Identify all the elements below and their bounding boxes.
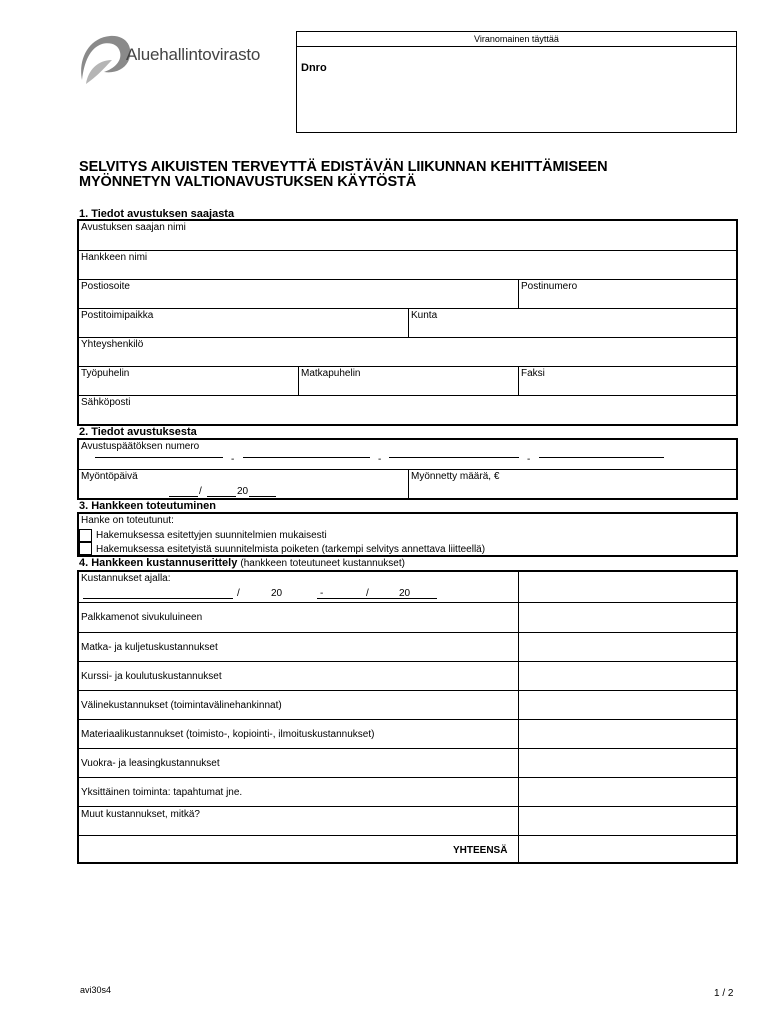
cost-period-row: [79, 572, 736, 603]
cost-item-label: Palkkamenot sivukuluineen: [81, 612, 203, 623]
address-field[interactable]: [79, 280, 518, 308]
decision-dash-1: -: [231, 454, 235, 465]
section3-table: [77, 512, 738, 557]
cost-period-underline-2: [317, 598, 437, 599]
grant-date-label: Myöntöpäivä: [81, 471, 138, 482]
grant-row: [79, 470, 736, 498]
municipality-label: Kunta: [411, 310, 438, 321]
period-start-year-prefix: 20: [271, 588, 283, 599]
decision-number-part3[interactable]: [389, 457, 519, 458]
form-title-line2: MYÖNNETYN VALTIONAVUSTUKSEN KÄYTÖSTÄ: [79, 174, 417, 190]
dnro-label: Dnro: [301, 62, 327, 74]
grant-year-prefix: 20: [237, 486, 249, 497]
option1-checkbox[interactable]: [79, 529, 92, 542]
cost-item-label: Kurssi- ja koulutuskustannukset: [81, 671, 222, 682]
cost-table: [77, 570, 738, 864]
cost-item-label: Muut kustannukset, mitkä?: [81, 809, 200, 820]
amount-column-divider: [518, 572, 519, 862]
decision-number-part2[interactable]: [243, 457, 370, 458]
municipality-field[interactable]: [408, 309, 736, 337]
section4-heading-note: (hankkeen toteutuneet kustannukset): [240, 558, 405, 569]
cost-item-label: Matka- ja kuljetuskustannukset: [81, 642, 218, 653]
period-end-sep: /: [366, 588, 369, 599]
granted-amount-field[interactable]: [408, 470, 736, 498]
cost-row[interactable]: [79, 691, 736, 720]
fax-field[interactable]: [518, 367, 736, 395]
decision-dash-3: -: [527, 454, 531, 465]
post-office-label: Postitoimipaikka: [81, 310, 154, 321]
option2-label: Hakemuksessa esitetyistä suunnitelmista poiketen (tarkempi selvitys annettava liitteellä): [96, 544, 486, 555]
granted-amount-label: Myönnetty määrä, €: [411, 471, 500, 482]
fax-label: Faksi: [521, 368, 545, 379]
mobile-phone-field[interactable]: [298, 367, 518, 395]
grant-date-year[interactable]: [249, 496, 276, 497]
office-use-label: Viranomainen täyttää: [297, 32, 736, 47]
project-name-field[interactable]: [79, 251, 736, 280]
agency-name: Aluehallintovirasto: [126, 45, 261, 64]
cost-row[interactable]: [79, 720, 736, 749]
address-label: Postiosoite: [81, 281, 130, 292]
cost-row[interactable]: [79, 749, 736, 778]
option2-checkbox[interactable]: [79, 542, 92, 555]
section1-heading: 1. Tiedot avustuksen saajasta: [79, 208, 235, 220]
page-number: 1 / 2: [714, 988, 734, 999]
cost-row[interactable]: [79, 633, 736, 662]
section3-heading: 3. Hankkeen toteutuminen: [79, 500, 216, 512]
grant-date-field[interactable]: [79, 470, 408, 498]
cost-total-row: [79, 836, 736, 864]
cost-row[interactable]: [79, 603, 736, 633]
option1-label: Hakemuksessa esitettyjen suunnitelmien mukaisesti: [96, 530, 327, 541]
grant-date-sep: /: [199, 486, 202, 497]
project-name-label: Hankkeen nimi: [81, 252, 148, 263]
post-office-field[interactable]: [79, 309, 408, 337]
cost-row[interactable]: [79, 662, 736, 691]
phone-row: [79, 367, 736, 396]
cost-item-label: Materiaalikustannukset (toimisto-, kopiointi-, ilmoituskustannukset): [81, 729, 375, 740]
post-office-row: [79, 309, 736, 338]
period-dash: -: [320, 588, 324, 599]
form-title: [79, 160, 607, 190]
postal-code-label: Postinumero: [521, 281, 578, 292]
cost-row[interactable]: [79, 778, 736, 807]
recipient-name-field[interactable]: [79, 221, 736, 251]
period-start-sep: /: [237, 588, 240, 599]
postal-code-field[interactable]: [518, 280, 736, 308]
decision-number-label: Avustuspäätöksen numero: [81, 441, 200, 452]
section1-table: [77, 219, 738, 426]
section4-heading-text: 4. Hankkeen kustannuserittely: [79, 557, 238, 569]
decision-number-part4[interactable]: [539, 457, 664, 458]
cost-item-label: Vuokra- ja leasingkustannukset: [81, 758, 220, 769]
cost-item-label: Yksittäinen toiminta: tapahtumat jne.: [81, 787, 243, 798]
email-label: Sähköposti: [81, 397, 131, 408]
section4-heading: [79, 557, 405, 570]
realization-intro: Hanke on toteutunut:: [81, 515, 174, 526]
section2-table: [77, 438, 738, 500]
cost-item-label: Välinekustannukset (toimintavälinehankinnat): [81, 700, 282, 711]
mobile-phone-label: Matkapuhelin: [301, 368, 361, 379]
cost-total-label: YHTEENSÄ: [453, 845, 508, 856]
form-title-line1: SELVITYS AIKUISTEN TERVEYTTÄ EDISTÄVÄN LIIKUNNAN KEHITTÄMISEEN: [79, 159, 608, 175]
agency-logo: [76, 30, 286, 90]
section2-heading: 2. Tiedot avustuksesta: [79, 426, 197, 438]
cost-row[interactable]: [79, 807, 736, 836]
contact-person-label: Yhteyshenkilö: [81, 339, 144, 350]
work-phone-field[interactable]: [79, 367, 298, 395]
grant-date-month[interactable]: [207, 496, 236, 497]
grant-date-day[interactable]: [169, 496, 198, 497]
address-row: [79, 280, 736, 309]
form-code: avi30s4: [80, 985, 112, 995]
office-use-box: [296, 31, 737, 133]
decision-dash-2: -: [378, 454, 382, 465]
contact-person-field[interactable]: [79, 338, 736, 367]
email-field[interactable]: [79, 396, 736, 424]
decision-number-field[interactable]: [79, 440, 736, 470]
cost-period-underline: [83, 598, 233, 599]
work-phone-label: Työpuhelin: [81, 368, 130, 379]
recipient-name-label: Avustuksen saajan nimi: [81, 222, 186, 233]
cost-period-label: Kustannukset ajalla:: [81, 573, 171, 584]
period-end-year-prefix: 20: [399, 588, 411, 599]
decision-number-part1[interactable]: [95, 457, 223, 458]
